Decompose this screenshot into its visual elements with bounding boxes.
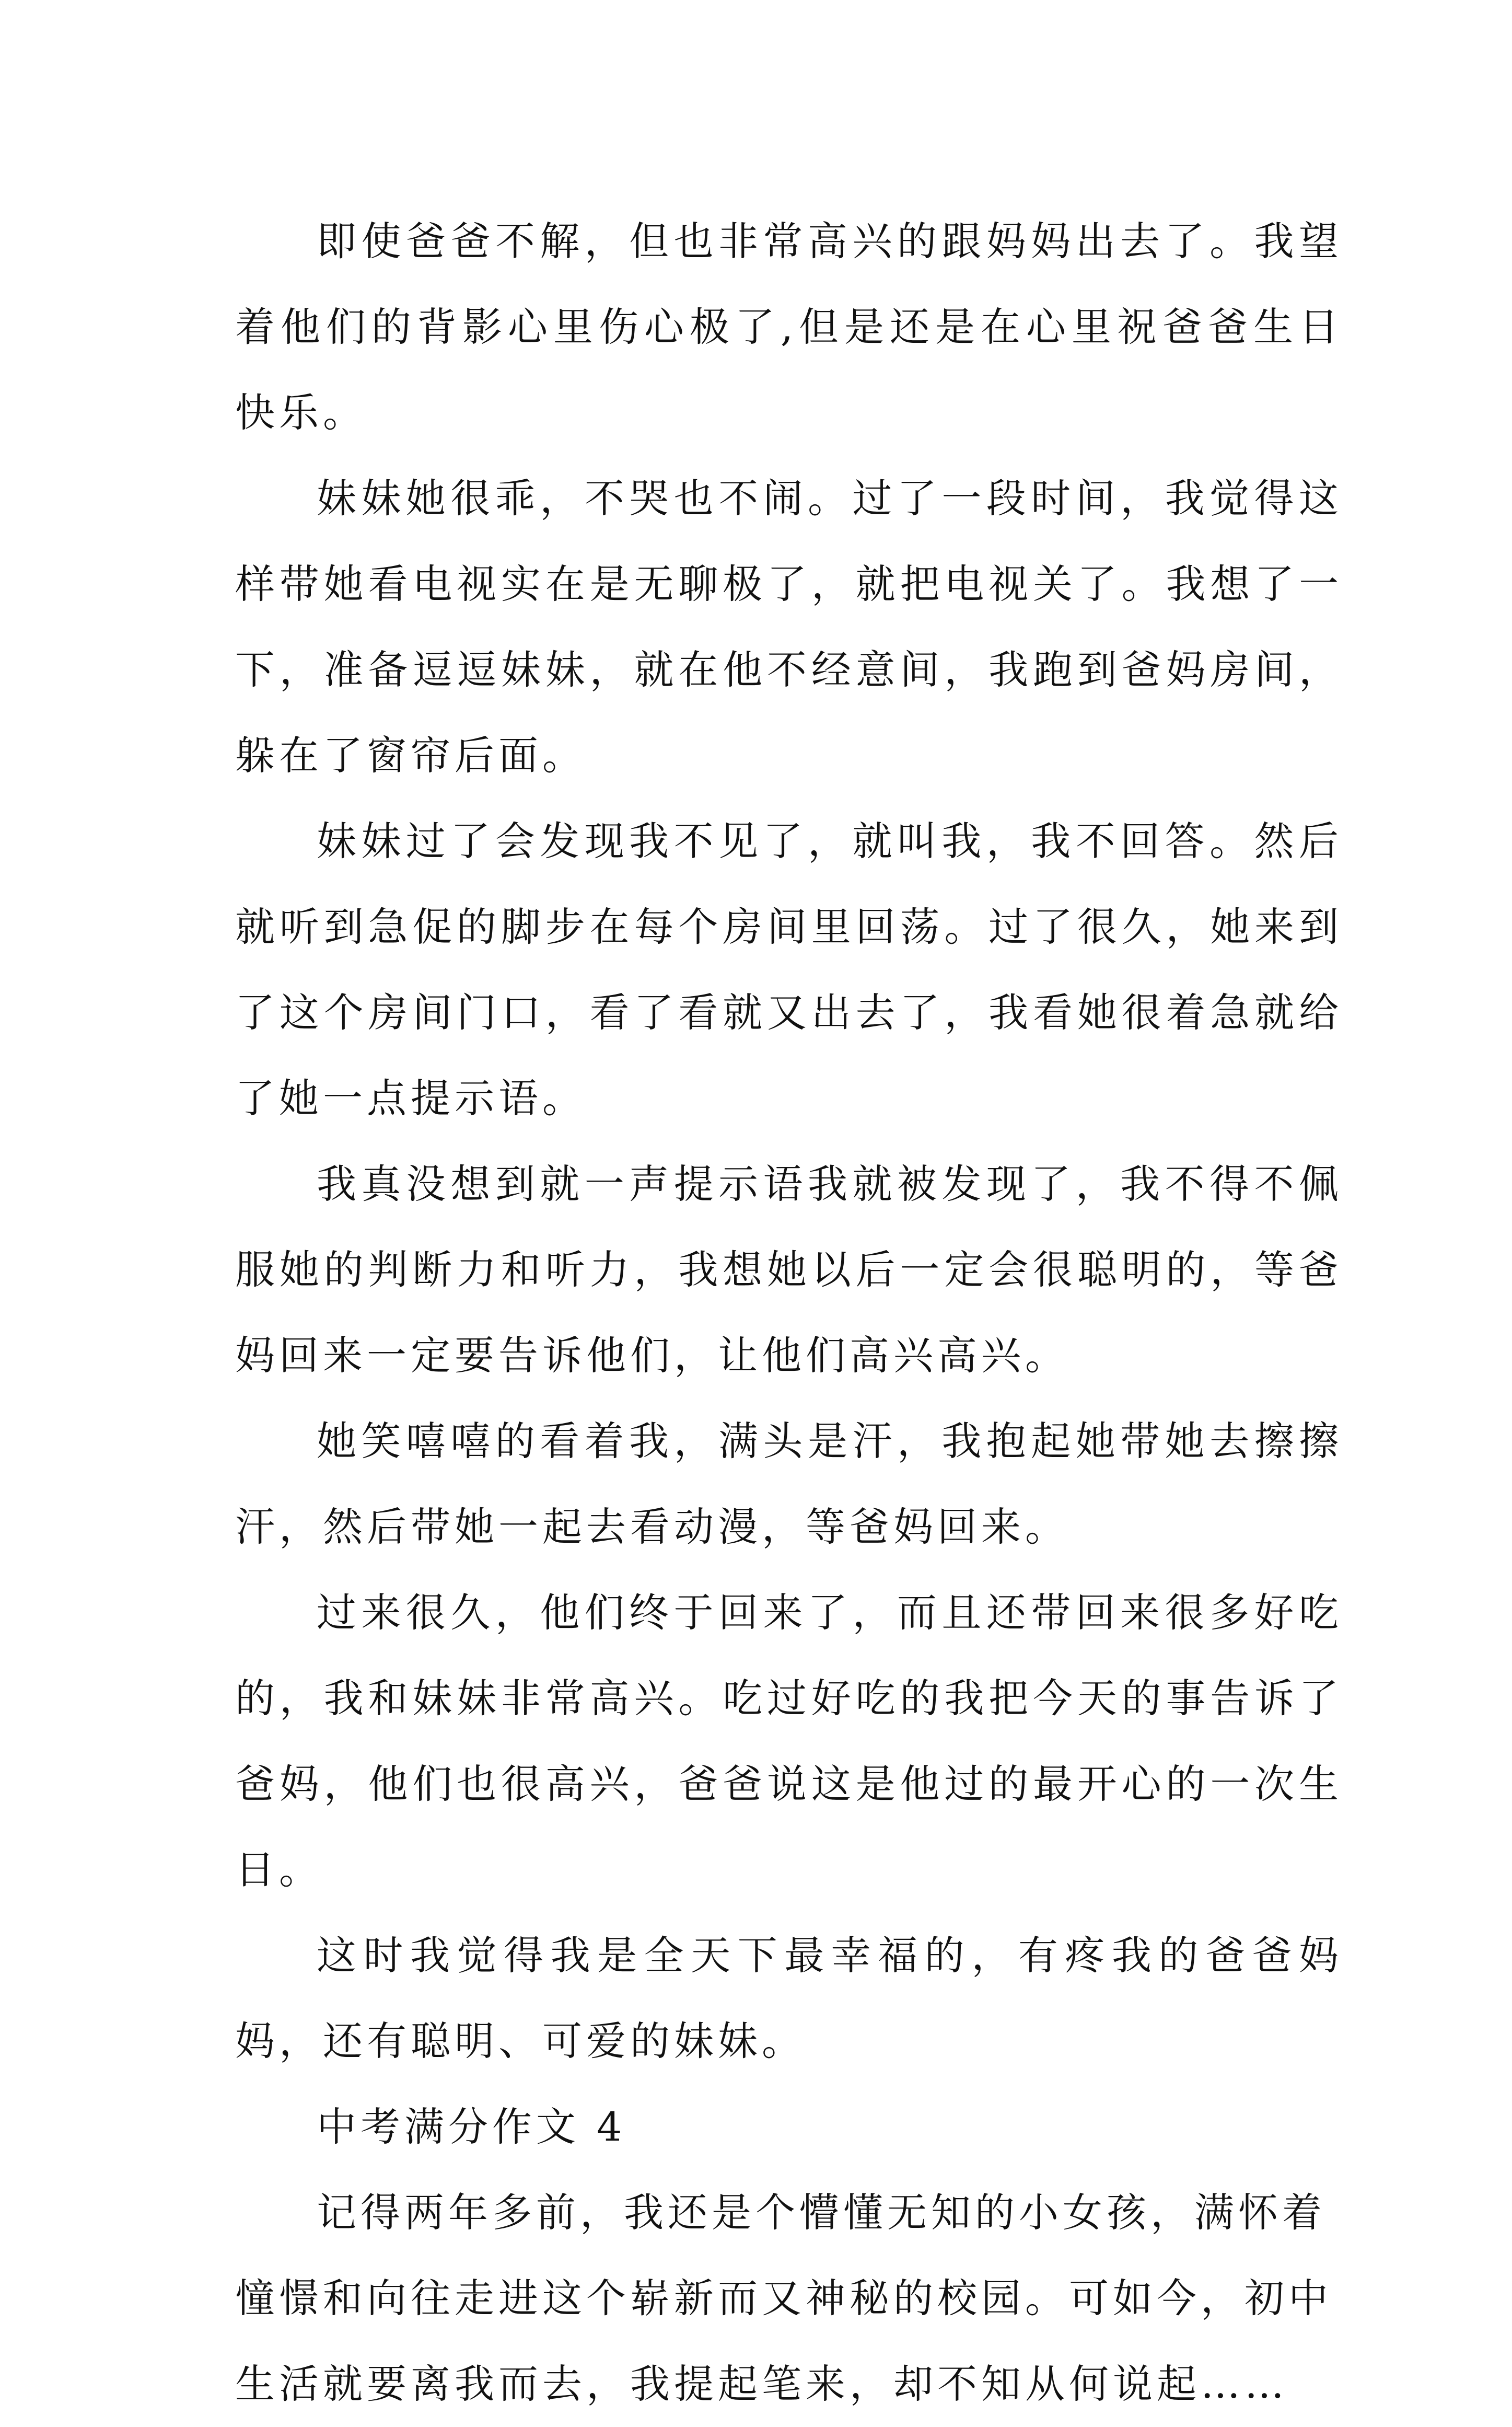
paragraph-5: 她笑嘻嘻的看着我，满头是汗，我抱起她带她去擦擦汗，然后带她一起去看动漫，等爸妈回来。 — [235, 1418, 1343, 1550]
essay-body — [235, 199, 1343, 2427]
closing-paragraph: 记得两年多前，我还是个懵懂无知的小女孩，满怀着憧憬和向往走进这个崭新而又神秘的校园。可如今，初中生活就要离我而去，我提起笔来，却不知从何说起…… — [235, 2189, 1332, 2407]
section-heading: 中考满分作文 4 — [317, 2104, 626, 2150]
paragraph-4: 我真没想到就一声提示语我就被发现了，我不得不佩服她的判断力和听力，我想她以后一定会很聪明的，等爸妈回来一定要告诉他们，让他们高兴高兴。 — [235, 1161, 1343, 1379]
paragraph-1: 即使爸爸不解，但也非常高兴的跟妈妈出去了。我望着他们的背影心里伤心极了,但是还是在心里祝爸爸生日快乐。 — [235, 218, 1343, 436]
paragraph-3: 妹妹过了会发现我不见了，就叫我，我不回答。然后就听到急促的脚步在每个房间里回荡。过了很久，她来到了这个房间门口，看了看就又出去了，我看她很着急就给了她一点提示语。 — [235, 818, 1343, 1122]
paragraph-2: 妹妹她很乖，不哭也不闹。过了一段时间，我觉得这样带她看电视实在是无聊极了，就把电视关了。我想了一下，准备逗逗妹妹，就在他不经意间，我跑到爸妈房间，躲在了窗帘后面。 — [235, 475, 1343, 779]
paragraph-7: 这时我觉得我是全天下最幸福的，有疼我的爸爸妈妈，还有聪明、可爱的妹妹。 — [235, 1932, 1343, 2064]
paragraph-6: 过来很久，他们终于回来了，而且还带回来很多好吃的，我和妹妹非常高兴。吃过好吃的我把今天的事告诉了爸妈，他们也很高兴，爸爸说这是他过的最开心的一次生日。 — [235, 1589, 1343, 1893]
